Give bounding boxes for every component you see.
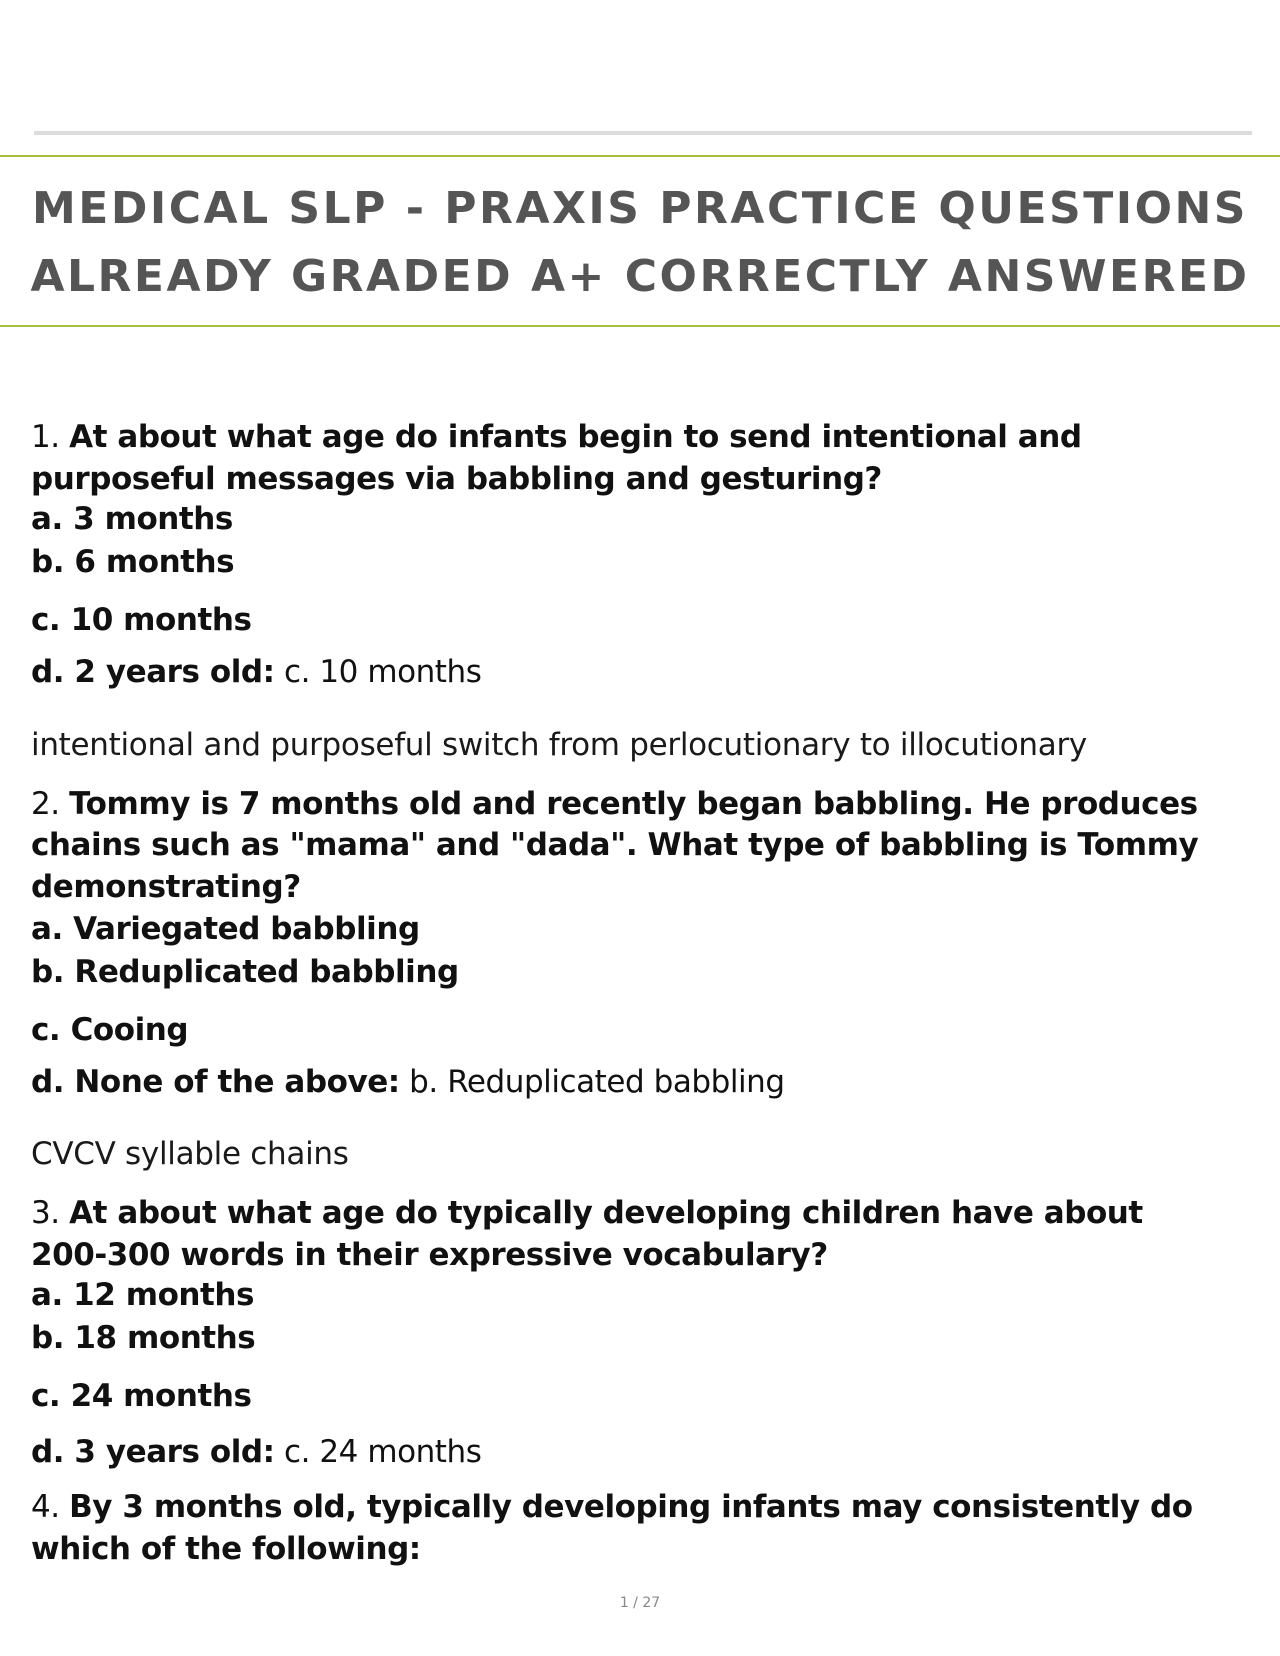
document-title-line-2: ALREADY GRADED A+ CORRECTLY ANSWERED [30, 251, 1250, 302]
option-b: b. 18 months [31, 1320, 256, 1356]
question-number: 3. [31, 1195, 60, 1231]
option-b: b. 6 months [31, 544, 235, 580]
question-1-line-1 [31, 418, 1082, 456]
option-c: c. Cooing [31, 1012, 189, 1048]
question-2-line-2: chains such as "mama" and "dada". What type of babbling is Tommy [31, 827, 1199, 863]
option-d-with-answer [31, 1433, 481, 1471]
option-d: d. 3 years old: [31, 1434, 275, 1470]
option-d: d. None of the above: [31, 1064, 400, 1100]
option-a: a. 3 months [31, 501, 233, 537]
question-2-line-3: demonstrating? [31, 869, 301, 905]
option-c: c. 10 months [31, 602, 252, 638]
option-d-with-answer [31, 1063, 785, 1101]
answer: b. Reduplicated babbling [409, 1064, 785, 1100]
question-text: At about what age do typically developing children have about [69, 1195, 1143, 1231]
question-3-line-1 [31, 1194, 1143, 1232]
document-title-line-1: MEDICAL SLP - PRAXIS PRACTICE QUESTIONS [32, 183, 1248, 234]
question-text: By 3 months old, typically developing infants may consistently do [69, 1489, 1193, 1525]
option-a: a. Variegated babbling [31, 911, 420, 947]
answer: c. 24 months [283, 1434, 482, 1470]
question-4-line-1 [31, 1488, 1193, 1526]
explanation: intentional and purposeful switch from perlocutionary to illocutionary [31, 727, 1087, 763]
option-a: a. 12 months [31, 1277, 255, 1313]
question-text: Tommy is 7 months old and recently began babbling. He produces [69, 786, 1198, 822]
question-text: At about what age do infants begin to send intentional and [69, 419, 1082, 455]
question-number: 4. [31, 1489, 60, 1525]
title-band [0, 155, 1280, 327]
top-divider [34, 131, 1252, 135]
question-2-line-1 [31, 785, 1198, 823]
option-b: b. Reduplicated babbling [31, 954, 459, 990]
question-number: 2. [31, 786, 60, 822]
answer: c. 10 months [283, 654, 482, 690]
option-d: d. 2 years old: [31, 654, 275, 690]
question-1-line-2: purposeful messages via babbling and gesturing? [31, 461, 882, 497]
explanation: CVCV syllable chains [31, 1136, 349, 1172]
option-c: c. 24 months [31, 1378, 252, 1414]
question-3-line-2: 200-300 words in their expressive vocabulary? [31, 1237, 828, 1273]
question-4-line-2: which of the following: [31, 1531, 421, 1567]
page-indicator: 1 / 27 [619, 1595, 661, 1611]
question-number: 1. [31, 419, 60, 455]
option-d-with-answer [31, 653, 481, 691]
